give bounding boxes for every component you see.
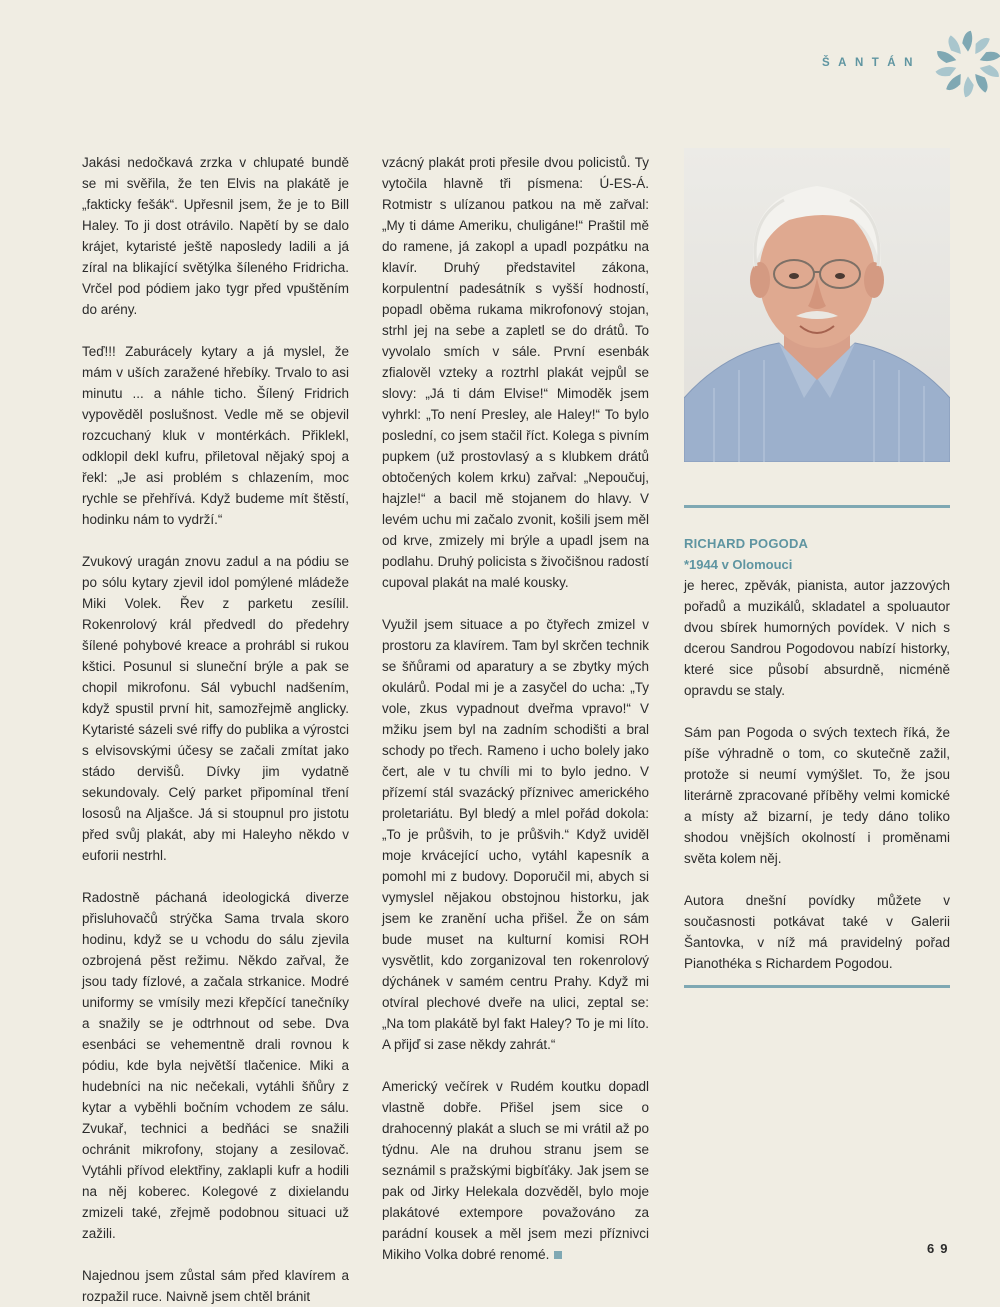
section-label: ŠANTÁN	[822, 57, 921, 69]
author-portrait-illustration	[684, 148, 950, 462]
logo-petal	[935, 50, 958, 66]
logo-petal	[964, 76, 974, 97]
article-column-2	[382, 152, 649, 1265]
bio-paragraph: je herec, zpěvák, pianista, autor jazzových pořadů a muzikálů, skladatel a spoluautor dvou sbírek humorných povídek. V nich s dcerou Sandrou Pogodovou nabízí historky, které sice působí absurdně, nicméně opravdu se staly.	[684, 578, 950, 698]
bio-paragraph: Sám pan Pogoda o svých textech říká, že píše výhradně o tom, co skutečně zažil, protože si neumí vymýšlet. To, že jsou literárně zpracované příběhy velmi komické a místy až bizarní, je tedy dáno toliko shodou vnějších okolností i proměnami světa kolem něj.	[684, 725, 950, 866]
article-paragraph: Využil jsem situace a po čtyřech zmizel v prostoru za klavírem. Tam byl skrčen technik se šňůrami od aparatury a se zbytky mých okulárů. Podal mi je a zasyčel do ucha: „Ty vole, zkus vypadnout dveřma vpravo!“ V mžiku jsem byl na zadním schodišti a bral schody po třech. Rameno i ucho bolely jako čert, ale v tu chvíli mi to bylo jedno. V přízemí stál svazácký příznivec amerického proletariátu. Byl bledý a mlel pořád dokola: „To je průšvih, to je průšvih.“ Když uviděl moje krvácející ucho, vytáhl kapesník a pomohl mi z budovy. Doporučil mi, abych si vymyslel nějakou obstojnou historku, jak jsem ke zranění ucha přišel. Že on sám bude muset na kulturní komisi ROH vysvětlit, kdo zorganizoval ten rokenrolový dýchánek v samém centru Prahy. Když mi otvíral plechové dveře na ulici, zeptal se: „Na tom plakátě byl fakt Haley? To je mi líto. A přijď si zase někdy zahrát.“	[382, 617, 649, 1052]
article-paragraph: vzácný plakát proti přesile dvou policistů. Ty vytočila hlavně tři písmena: Ú-ES-Á. Rotmistr s ulízanou patkou na mě zařval: „My ti dáme Ameriku, chuligáne!“ Praštil mě do ramene, já zakopl a upadl pozpátku na klavír. Druhý představitel zákona, korpulentní padesátník s vyšší hodností, popadl oběma rukama mikrofonový stojan, strhl jej na sebe a zapletl se do drátů. To vyvolalo smích v sále. První esenbák zfialověl vzteky a roztrhl plakát vejpůl se slovy: „Já ti dám Elvise!“ Mimoděk jsem vyhrkl: „To není Presley, ale Haley!“ To bylo poslední, co jsem stačil říct. Kolega s pivním pupkem (už prostovlasý a s klubkem drátů obtočených kolem krku) zařval: „Nepoučuj, hajzle!“ a bacil mě stojanem do hlavy. V levém uchu mi začalo zvonit, košili jsem měl od krve, zmizely mi brýle a upadl jsem na podlahu. Druhý policista s živočišnou radostí cupoval plakát na malé kousky.	[382, 155, 649, 590]
author-portrait-photo	[684, 148, 950, 462]
article-paragraph: Jakási nedočkavá zrzka v chlupaté bundě se mi svěřila, že ten Elvis na plakátě je „fakticky fešák“. Upřesnil jsem, že je to Bill Haley. To ji dost otrávilo. Napětí by se dalo krájet, kytaristé ještě naposledy ladili a já zíral na blikající světýlka šíleného Fridricha. Vrčel pod pódiem jako tygr před vpuštěním do arény.	[82, 155, 349, 317]
author-bio	[684, 533, 950, 974]
article-paragraph: Teď!!! Zaburácely kytary a já myslel, že mám v uších zaražené hřebíky. Trvalo to asi minutu ... a náhle ticho. Šílený Fridrich vypověděl poslušnost. Vedle mě se objevil rozcuchaný kluk v montérkách. Přiklekl, odklopil dekl kufru, přiletoval nějaký spoj a řekl: „Je asi problém s chlazením, moc rychle se přehřívá. Když budeme mít štěstí, hodinku nám to vydrží.“	[82, 344, 349, 527]
logo-petal	[962, 31, 972, 52]
logo-petal	[978, 62, 1000, 78]
bio-bottom-divider	[684, 985, 950, 988]
article-paragraph: Najednou jsem zůstal sám před klavírem a rozpažil ruce. Naivně jsem chtěl bránit	[82, 1268, 349, 1304]
article-paragraph-text: Americký večírek v Rudém koutku dopadl vlastně dobře. Přišel jsem sice o drahocenný plakát a sluch se mi vrátil až po týdnu. Ale na druhou stranu jsem se seznámil s pražskými bigbíťáky. Jak jsem se pak od Jirky Helekala dozvěděl, bylo moje plakátové extempore považováno za parádní kousek a měl jsem mezi příznivci Mikiho Volka dobré renomé.	[382, 1079, 649, 1262]
radial-petal-logo-icon	[930, 26, 1000, 102]
article-paragraph-last	[382, 1076, 649, 1265]
bio-paragraph: Autora dnešní povídky můžete v současnosti potkávat také v Galerii Šantovka, v níž má pravidelný pořad Pianothéka s Richardem Pogodou.	[684, 893, 950, 971]
bio-top-divider	[684, 505, 950, 508]
article-paragraph: Radostně páchaná ideologická diverze přisluhovačů strýčka Sama trvala skoro hodinu, když se u vchodu do sálu zjevila ozbrojená pěst režimu. Někdo zařval, že jsou tady fízlové, a začala strkanice. Modré uniformy se vmísily mezi křepčící tanečníky a snažily se je odtrhnout od sebe. Dva esenbáci se vehementně drali rovnou k pódiu, kde byla největší tlačenice. Miki a hudebníci na nic nečekali, vytáhli šňůry z kytar a vyběhli bočním vchodem ze sálu. Zvukař, technici a bedňáci se snažili ochránit mikrofony, stojany a zesilovač. Vytáhli přívod elektřiny, zaklapli kufr a hodili na něj koberec. Kolegové z dixielandu zmizeli také, zřejmě podobnou situaci už zažili.	[82, 890, 349, 1241]
bio-author-name: RICHARD POGODA	[684, 536, 809, 551]
bio-author-birth: *1944 v Olomouci	[684, 557, 793, 572]
square-end-mark-icon	[554, 1251, 562, 1259]
page-number: 69	[927, 1241, 954, 1256]
article-column-1	[82, 152, 349, 1307]
article-paragraph: Zvukový uragán znovu zadul a na pódiu se po sólu kytary zjevil idol pomýlené mládeže Miki Volek. Řev z parketu zesílil. Rokenrolový král předvedl do předehry šílené pohybové kreace a prohrábl si rukou kštici. Posunul si sluneční brýle a pak se chopil mikrofonu. Sál vybuchl nadšením, když spustil první hit, samozřejmě anglicky. Kytaristé sázeli své riffy do publika a výrostci s elvisovskými účesy se začali zmítat jako stádo dervišů. Dívky jim vydatně sekundovaly. Celý parket připomínal tření lososů na Aljašce. Já si stoupnul pro jistotu před svůj plakát, aby mi Haleyho někdo v euforii nestrhl.	[82, 554, 349, 863]
